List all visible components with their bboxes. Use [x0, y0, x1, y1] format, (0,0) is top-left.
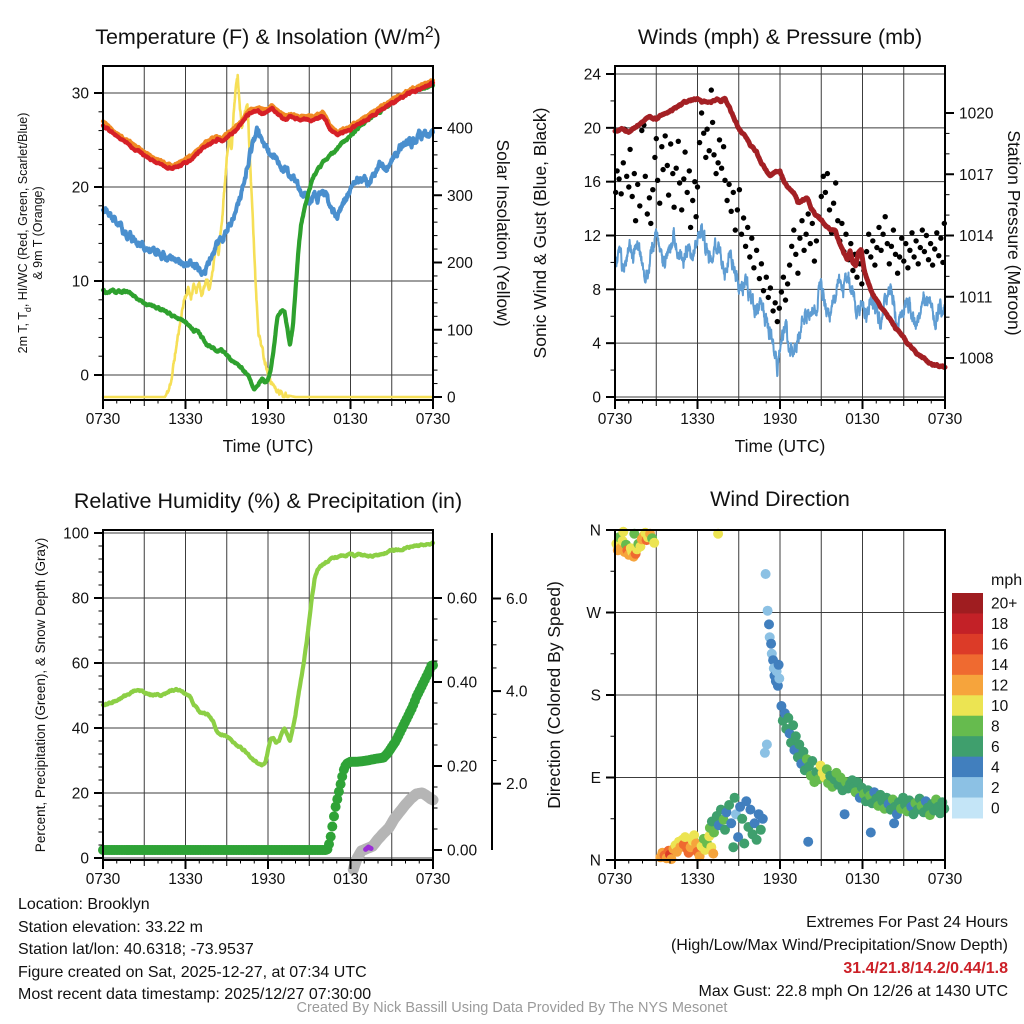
- y-axis-title: Station Pressure (Maroon): [1004, 130, 1024, 336]
- axis-pct: [63, 526, 103, 868]
- y-tick-label: 400: [447, 120, 473, 138]
- y-tick-label: 1008: [959, 350, 994, 368]
- panel-wind-direction: [544, 487, 1022, 888]
- x-tick-label: 1930: [250, 871, 286, 888]
- x-tick-label: 0730: [927, 411, 963, 428]
- y-tick-label: 24: [583, 66, 601, 84]
- y-tick-label: W: [586, 605, 601, 622]
- x-tick-label: 1930: [250, 411, 286, 428]
- y-tick-label: 300: [447, 187, 473, 205]
- y-tick-label: 0: [447, 389, 456, 407]
- y-tick-label: 20: [583, 120, 601, 138]
- x-tick-label: 0730: [415, 411, 451, 428]
- x-axis-title: Time (UTC): [222, 436, 314, 456]
- y-tick-label: N: [589, 852, 601, 870]
- x-tick-label: 1930: [762, 411, 798, 428]
- y-tick-label: 0: [80, 367, 89, 385]
- y-tick-label: 100: [63, 525, 89, 543]
- x-tick-label: 0130: [333, 871, 368, 888]
- data-timestamp: Most recent data timestamp: 2025/12/27 07:30:00: [18, 986, 372, 1004]
- series-snow-sensor-flag: [366, 847, 372, 849]
- x-tick-label: 1330: [168, 871, 203, 888]
- panel-title: Relative Humidity (%) & Precipitation (in): [73, 489, 463, 513]
- x-tick-label: 0130: [845, 871, 880, 888]
- y-tick-label: 0: [592, 389, 601, 407]
- x-axis-ticks: [615, 400, 945, 409]
- colorbar-label: 8: [991, 718, 1000, 736]
- colorbar-label: 4: [991, 759, 1000, 777]
- y-tick-label: 8: [592, 281, 601, 299]
- panel-temperature-insolation: [16, 24, 513, 456]
- y-tick-label: 1014: [959, 228, 994, 245]
- y-tick-label: 0.20: [447, 758, 478, 776]
- y-tick-label: 0.00: [447, 842, 478, 860]
- y-tick-label: 20: [71, 179, 89, 197]
- x-tick-label: 0730: [597, 871, 633, 888]
- extremes-values: 31.4/21.8/14.2/0.44/1.8: [843, 960, 1008, 977]
- x-tick-label: 0730: [415, 871, 451, 888]
- x-tick-label: 0130: [845, 411, 880, 428]
- credit-line: Created By Nick Bassill Using Data Provided By The NYS Mesonet: [296, 1000, 728, 1016]
- axis-wind: [584, 67, 615, 407]
- x-tick-label: 1330: [680, 871, 715, 888]
- y-tick-label: N: [589, 522, 601, 540]
- y-tick-label: 80: [71, 590, 89, 608]
- y-tick-label: 6.0: [506, 591, 528, 608]
- extremes-block: [671, 911, 1008, 1003]
- y-tick-label: 40: [71, 720, 89, 738]
- y-axis-title: Direction (Colored By Speed): [544, 581, 564, 809]
- y-axis-title: Solar Insolation (Yellow): [493, 139, 513, 327]
- axis-snow: [492, 533, 528, 850]
- y-tick-label: 0.60: [447, 590, 478, 608]
- colorbar-label: 14: [991, 657, 1009, 675]
- max-gust: Max Gust: 22.8 mph On 12/26 at 1430 UTC: [698, 983, 1008, 1000]
- y-tick-label: 12: [583, 228, 601, 245]
- colorbar-label: 0: [991, 800, 1000, 818]
- y-tick-label: E: [590, 770, 601, 787]
- y-axis-title: & 9m T (Orange): [31, 186, 45, 280]
- panel-title: Temperature (F) & Insolation $(W/m^2)$: [95, 24, 441, 49]
- y-tick-label: 20: [71, 785, 89, 803]
- figure-created: Figure created on Sat, 2025-12-27, at 07:34 UTC: [18, 963, 367, 981]
- y-tick-label: 10: [71, 273, 89, 291]
- station-latlon: Station lat/lon: 40.6318; -73.9537: [18, 941, 254, 959]
- y-tick-label: 100: [447, 322, 473, 340]
- station-elevation: Station elevation: 33.22 m: [18, 918, 204, 936]
- y-axis-title: Percent, Precipitation (Green), & Snow Depth (Gray): [33, 537, 48, 853]
- colorbar-title: mph: [991, 572, 1023, 589]
- axis-insol: [433, 121, 473, 407]
- gridlines: [103, 66, 433, 400]
- y-tick-label: 4: [592, 335, 601, 353]
- colorbar-label: 2: [991, 779, 1000, 797]
- y-tick-label: 30: [71, 85, 89, 103]
- y-tick-label: 2.0: [506, 776, 528, 794]
- axis-pres: [945, 106, 994, 368]
- x-axis-ticks: [103, 400, 433, 409]
- colorbar-label: 6: [991, 738, 1000, 756]
- axis-temp: [72, 86, 103, 385]
- y-tick-label: 200: [447, 255, 473, 272]
- y-tick-label: 60: [71, 655, 89, 673]
- colorbar-label: 12: [991, 677, 1009, 695]
- x-axis-ticks: [103, 860, 433, 869]
- y-tick-label: S: [590, 687, 601, 705]
- axis-precip: [433, 591, 478, 860]
- x-tick-label: 0730: [85, 871, 121, 888]
- x-tick-label: 0730: [85, 411, 121, 428]
- x-tick-label: 1330: [168, 411, 203, 428]
- y-axis-title: 2m T, $T_d$, HI/WC (Red, Green, Scarlet/Blue): [16, 112, 33, 354]
- panel-humidity-precip: [33, 489, 528, 888]
- x-tick-label: 1330: [680, 411, 715, 428]
- y-tick-label: 4.0: [506, 683, 528, 701]
- panel-title: Winds (mph) & Pressure (mb): [637, 25, 923, 49]
- y-tick-label: 1020: [959, 105, 994, 123]
- axis-deg: [586, 523, 615, 870]
- station-info: [18, 894, 371, 1007]
- y-tick-label: 16: [583, 174, 601, 192]
- station-location: Location: Brooklyn: [18, 896, 150, 913]
- x-tick-label: 0130: [333, 411, 368, 428]
- panel-winds-pressure: [530, 25, 1024, 456]
- speed-colorbar: [952, 572, 1022, 819]
- colorbar-label: 20+: [991, 595, 1018, 613]
- y-axis-title: Sonic Wind & Gust (Blue, Black): [530, 107, 550, 359]
- y-tick-label: 0.40: [447, 674, 478, 692]
- extremes-title: Extremes For Past 24 Hours: [806, 914, 1008, 931]
- colorbar-label: 18: [991, 616, 1009, 634]
- x-tick-label: 0730: [927, 871, 963, 888]
- extremes-subtitle: (High/Low/Max Wind/Precipitation/Snow Depth): [670, 937, 1008, 954]
- x-tick-label: 0730: [597, 411, 633, 428]
- panel-title: Wind Direction: [710, 487, 850, 511]
- x-axis-title: Time (UTC): [734, 436, 826, 456]
- y-tick-label: 0: [80, 850, 89, 868]
- x-tick-label: 1930: [762, 871, 798, 888]
- colorbar-label: 10: [991, 698, 1009, 715]
- colorbar-label: 16: [991, 636, 1009, 654]
- y-tick-label: 1011: [959, 289, 993, 307]
- y-tick-label: 1017: [959, 166, 994, 184]
